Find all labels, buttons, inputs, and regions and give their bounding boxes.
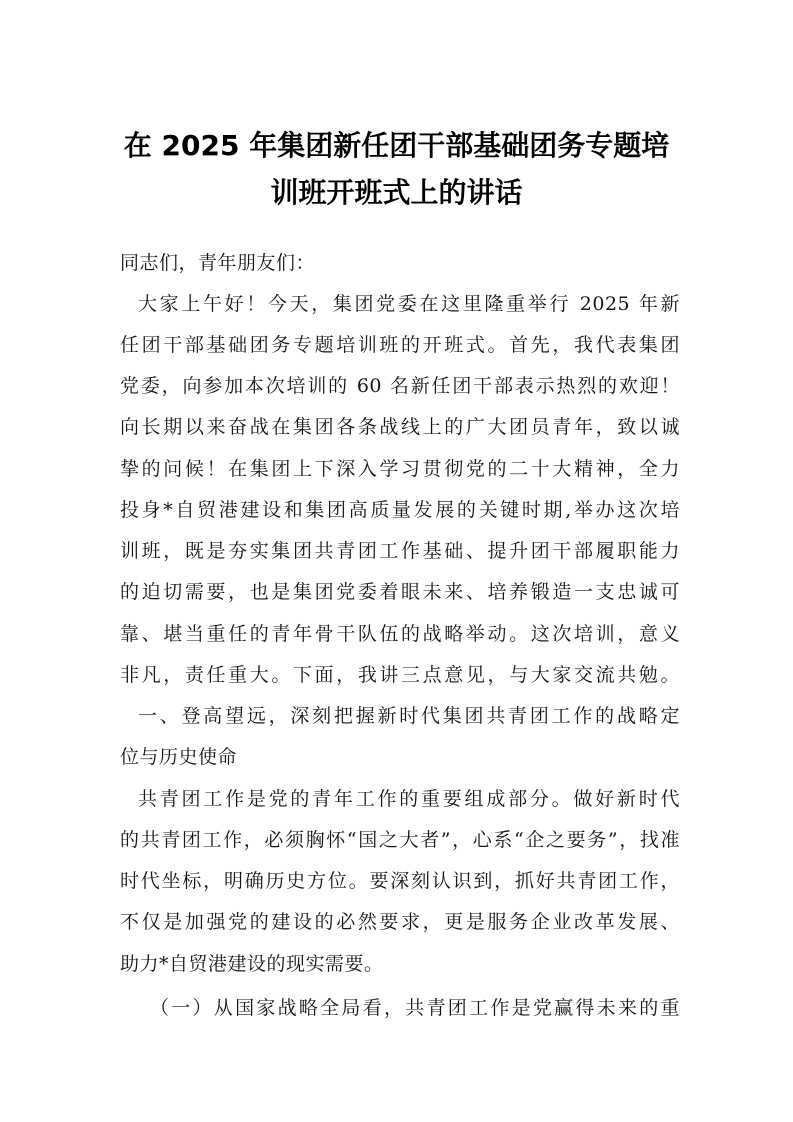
section-heading-line: 位与历史使命 — [120, 746, 238, 768]
paragraph-line: 投身*自贸港建设和集团高质量发展的关键时期,举办这次培 — [120, 499, 680, 521]
salutation: 同志们，青年朋友们： — [120, 252, 316, 274]
paragraph-line: 挚的问候！在集团上下深入学习贯彻党的二十大精神，全力 — [120, 458, 680, 480]
document-title-line-2: 训班开班式上的讲话 — [270, 176, 523, 209]
paragraph-line: 非凡，责任重大。下面，我讲三点意见，与大家交流共勉。 — [120, 664, 680, 686]
paragraph-line: 向长期以来奋战在集团各条战线上的广大团员青年，致以诚 — [120, 416, 680, 438]
paragraph-line: 时代坐标，明确历史方位。要深刻认识到，抓好共青团工作， — [120, 870, 680, 892]
paragraph-line: 任团干部基础团务专题培训班的开班式。首先，我代表集团 — [120, 334, 680, 356]
document-title-line-1: 在 2025 年集团新任团干部基础团务专题培 — [123, 129, 670, 162]
paragraph-line: 不仅是加强党的建设的必然要求，更是服务企业改革发展、 — [120, 911, 680, 933]
paragraph-line: 共青团工作是党的青年工作的重要组成部分。做好新时代 — [138, 788, 680, 810]
subsection-heading-line: （一）从国家战略全局看，共青团工作是党赢得未来的重 — [150, 997, 680, 1019]
paragraph-line: 的共青团工作，必须胸怀“国之大者”，心系“企之要务”，找准 — [120, 829, 680, 851]
paragraph-line: 靠、堪当重任的青年骨干队伍的战略举动。这次培训，意义 — [120, 623, 680, 645]
section-heading-line: 一、登高望远，深刻把握新时代集团共青团工作的战略定 — [138, 705, 680, 727]
paragraph-line: 党委，向参加本次培训的 60 名新任团干部表示热烈的欢迎！ — [120, 375, 680, 397]
paragraph-line: 的迫切需要，也是集团党委着眼未来、培养锻造一支忠诚可 — [120, 581, 680, 603]
paragraph-line: 训班，既是夯实集团共青团工作基础、提升团干部履职能力 — [120, 540, 680, 562]
paragraph-line: 助力*自贸港建设的现实需要。 — [120, 953, 384, 975]
paragraph-line: 大家上午好！今天，集团党委在这里隆重举行 2025 年新 — [138, 293, 680, 315]
